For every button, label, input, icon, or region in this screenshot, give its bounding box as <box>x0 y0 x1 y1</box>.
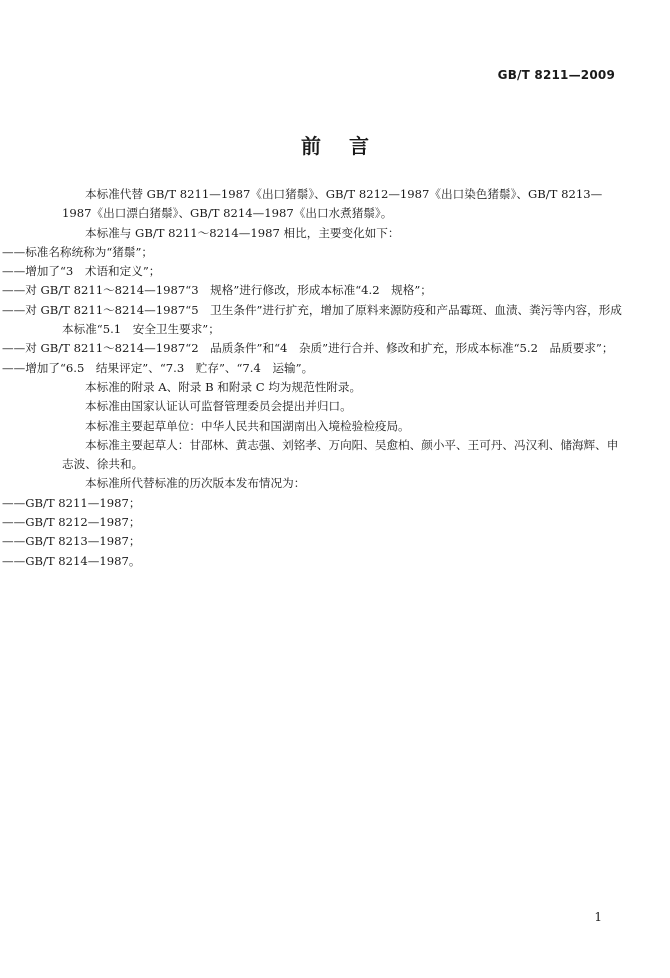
page-number: 1 <box>594 910 602 924</box>
page-title: 前言 <box>301 134 397 158</box>
paragraph: 本标准与 GB/T 8211～8214—1987 相比，主要变化如下： <box>85 225 400 240</box>
list-item: ——GB/T 8214—1987。 <box>2 553 141 568</box>
list-item: ——增加了“6.5 结果评定”、“7.3 贮存”、“7.4 运输”。 <box>2 360 314 375</box>
paragraph: 本标准主要起草单位：中华人民共和国湖南出入境检验检疫局。 <box>85 418 410 433</box>
list-item: ——对 GB/T 8211～8214—1987“3 规格”进行修改，形成本标准“4.2 规格”； <box>2 283 432 298</box>
paragraph: 本标准所代替标准的历次版本发布情况为： <box>85 476 306 491</box>
list-item: ——对 GB/T 8211～8214—1987“5 卫生条件”进行扩充，增加了原料来源防疫和产品霉斑、血渍、粪污等内容，形成本标准“5.1 安全卫生要求”； <box>2 302 622 337</box>
list-item: ——GB/T 8211—1987； <box>2 495 141 510</box>
paragraph: 本标准主要起草人：甘邵林、黄志强、刘铭孝、万向阳、吴愈柏、颜小平、王可丹、冯汉利、储海辉、申志波、徐共和。 <box>62 437 619 472</box>
standard-number: GB/T 8211—2009 <box>497 68 615 82</box>
list-item: ——对 GB/T 8211～8214—1987“2 品质条件”和“4 杂质”进行合并、修改和扩充，形成本标准“5.2 品质要求”； <box>2 341 614 356</box>
paragraph: 本标准的附录 A、附录 B 和附录 C 均为规范性附录。 <box>85 379 362 394</box>
preface-body <box>2 185 627 571</box>
list-item: ——增加了“3 术语和定义”； <box>2 264 161 279</box>
paragraph: 本标准由国家认证认可监督管理委员会提出并归口。 <box>85 399 352 414</box>
list-item: ——GB/T 8213—1987； <box>2 534 141 549</box>
paragraph: 本标准代替 GB/T 8211—1987《出口猪鬃》、GB/T 8212—1987《出口染色猪鬃》、GB/T 8213—1987《出口漂白猪鬃》、GB/T 8214—1987《出口水煮猪鬃》。 <box>62 187 603 221</box>
list-item: ——标准名称统称为“猪鬃”； <box>2 244 153 259</box>
list-item: ——GB/T 8212—1987； <box>2 515 141 530</box>
